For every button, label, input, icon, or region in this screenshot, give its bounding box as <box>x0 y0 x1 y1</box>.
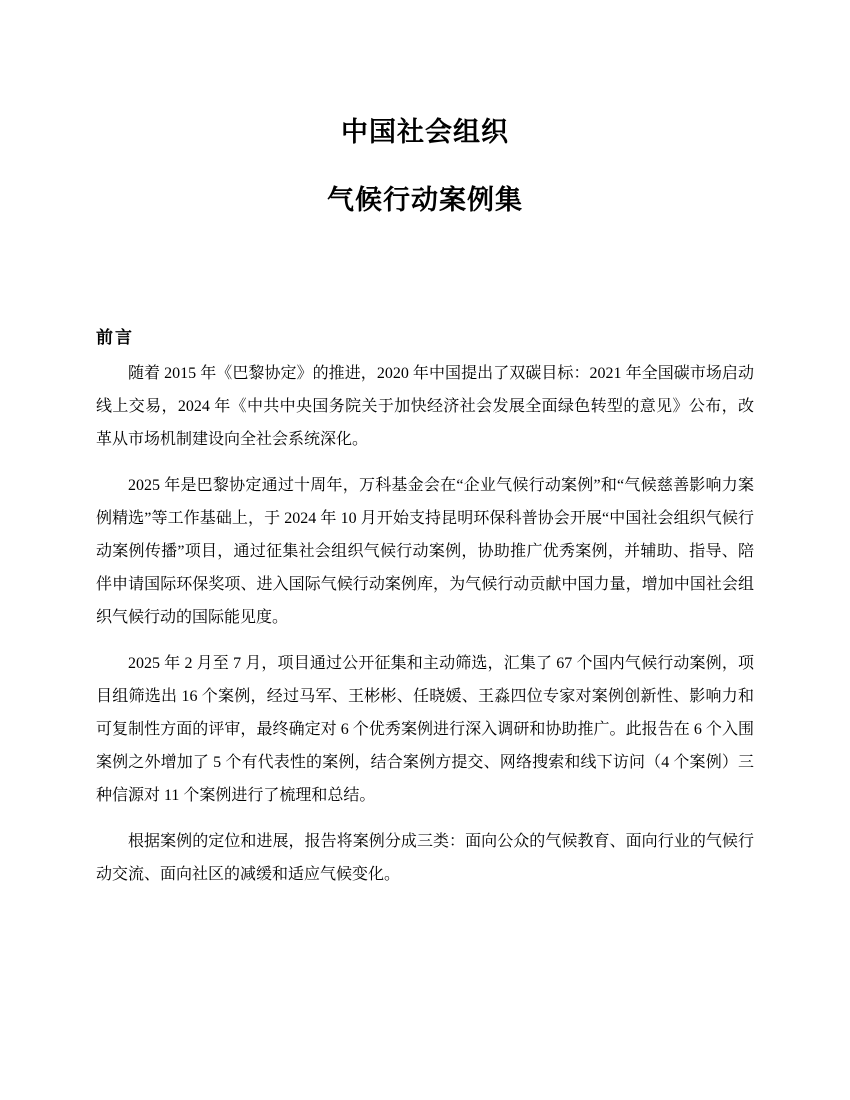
preface-paragraph-2: 2025 年是巴黎协定通过十周年，万科基金会在“企业气候行动案例”和“气候慈善影响力案例精选”等工作基础上，于 2024 年 10 月开始支持昆明环保科普协会开展“中国社会组织气候行动案例传播”项目，通过征集社会组织气候行动案例，协助推广优秀案例，并辅助、指导、陪伴申请国际环保奖项、进入国际气候行动案例库，为气候行动贡献中国力量，增加中国社会组织气候行动的国际能见度。 <box>96 477 754 627</box>
document-title <box>96 118 754 215</box>
preface-body <box>96 357 754 891</box>
preface-paragraph-3: 2025 年 2 月至 7 月，项目通过公开征集和主动筛选，汇集了 67 个国内气候行动案例，项目组筛选出 16 个案例，经过马军、王彬彬、任晓媛、王淼四位专家对案例创新性、影响力和可复制性方面的评审，最终确定对 6 个优秀案例进行深入调研和协助推广。此报告在 6 个入围案例之外增加了 5 个有代表性的案例，结合案例方提交、网络搜索和线下访问（4 个案例）三种信源对 11 个案例进行了梳理和总结。 <box>96 655 754 805</box>
preface-paragraph-4: 根据案例的定位和进展，报告将案例分成三类：面向公众的气候教育、面向行业的气候行动交流、面向社区的减缓和适应气候变化。 <box>96 833 754 884</box>
preface-paragraph-1: 随着 2015 年《巴黎协定》的推进，2020 年中国提出了双碳目标：2021 年全国碳市场启动线上交易，2024 年《中共中央国务院关于加快经济社会发展全面绿色转型的意见》公布，改革从市场机制建设向全社会系统深化。 <box>96 365 754 449</box>
title-line-2: 气候行动案例集 <box>327 184 523 216</box>
preface-heading: 前言 <box>96 328 134 349</box>
title-line-1: 中国社会组织 <box>341 117 509 148</box>
